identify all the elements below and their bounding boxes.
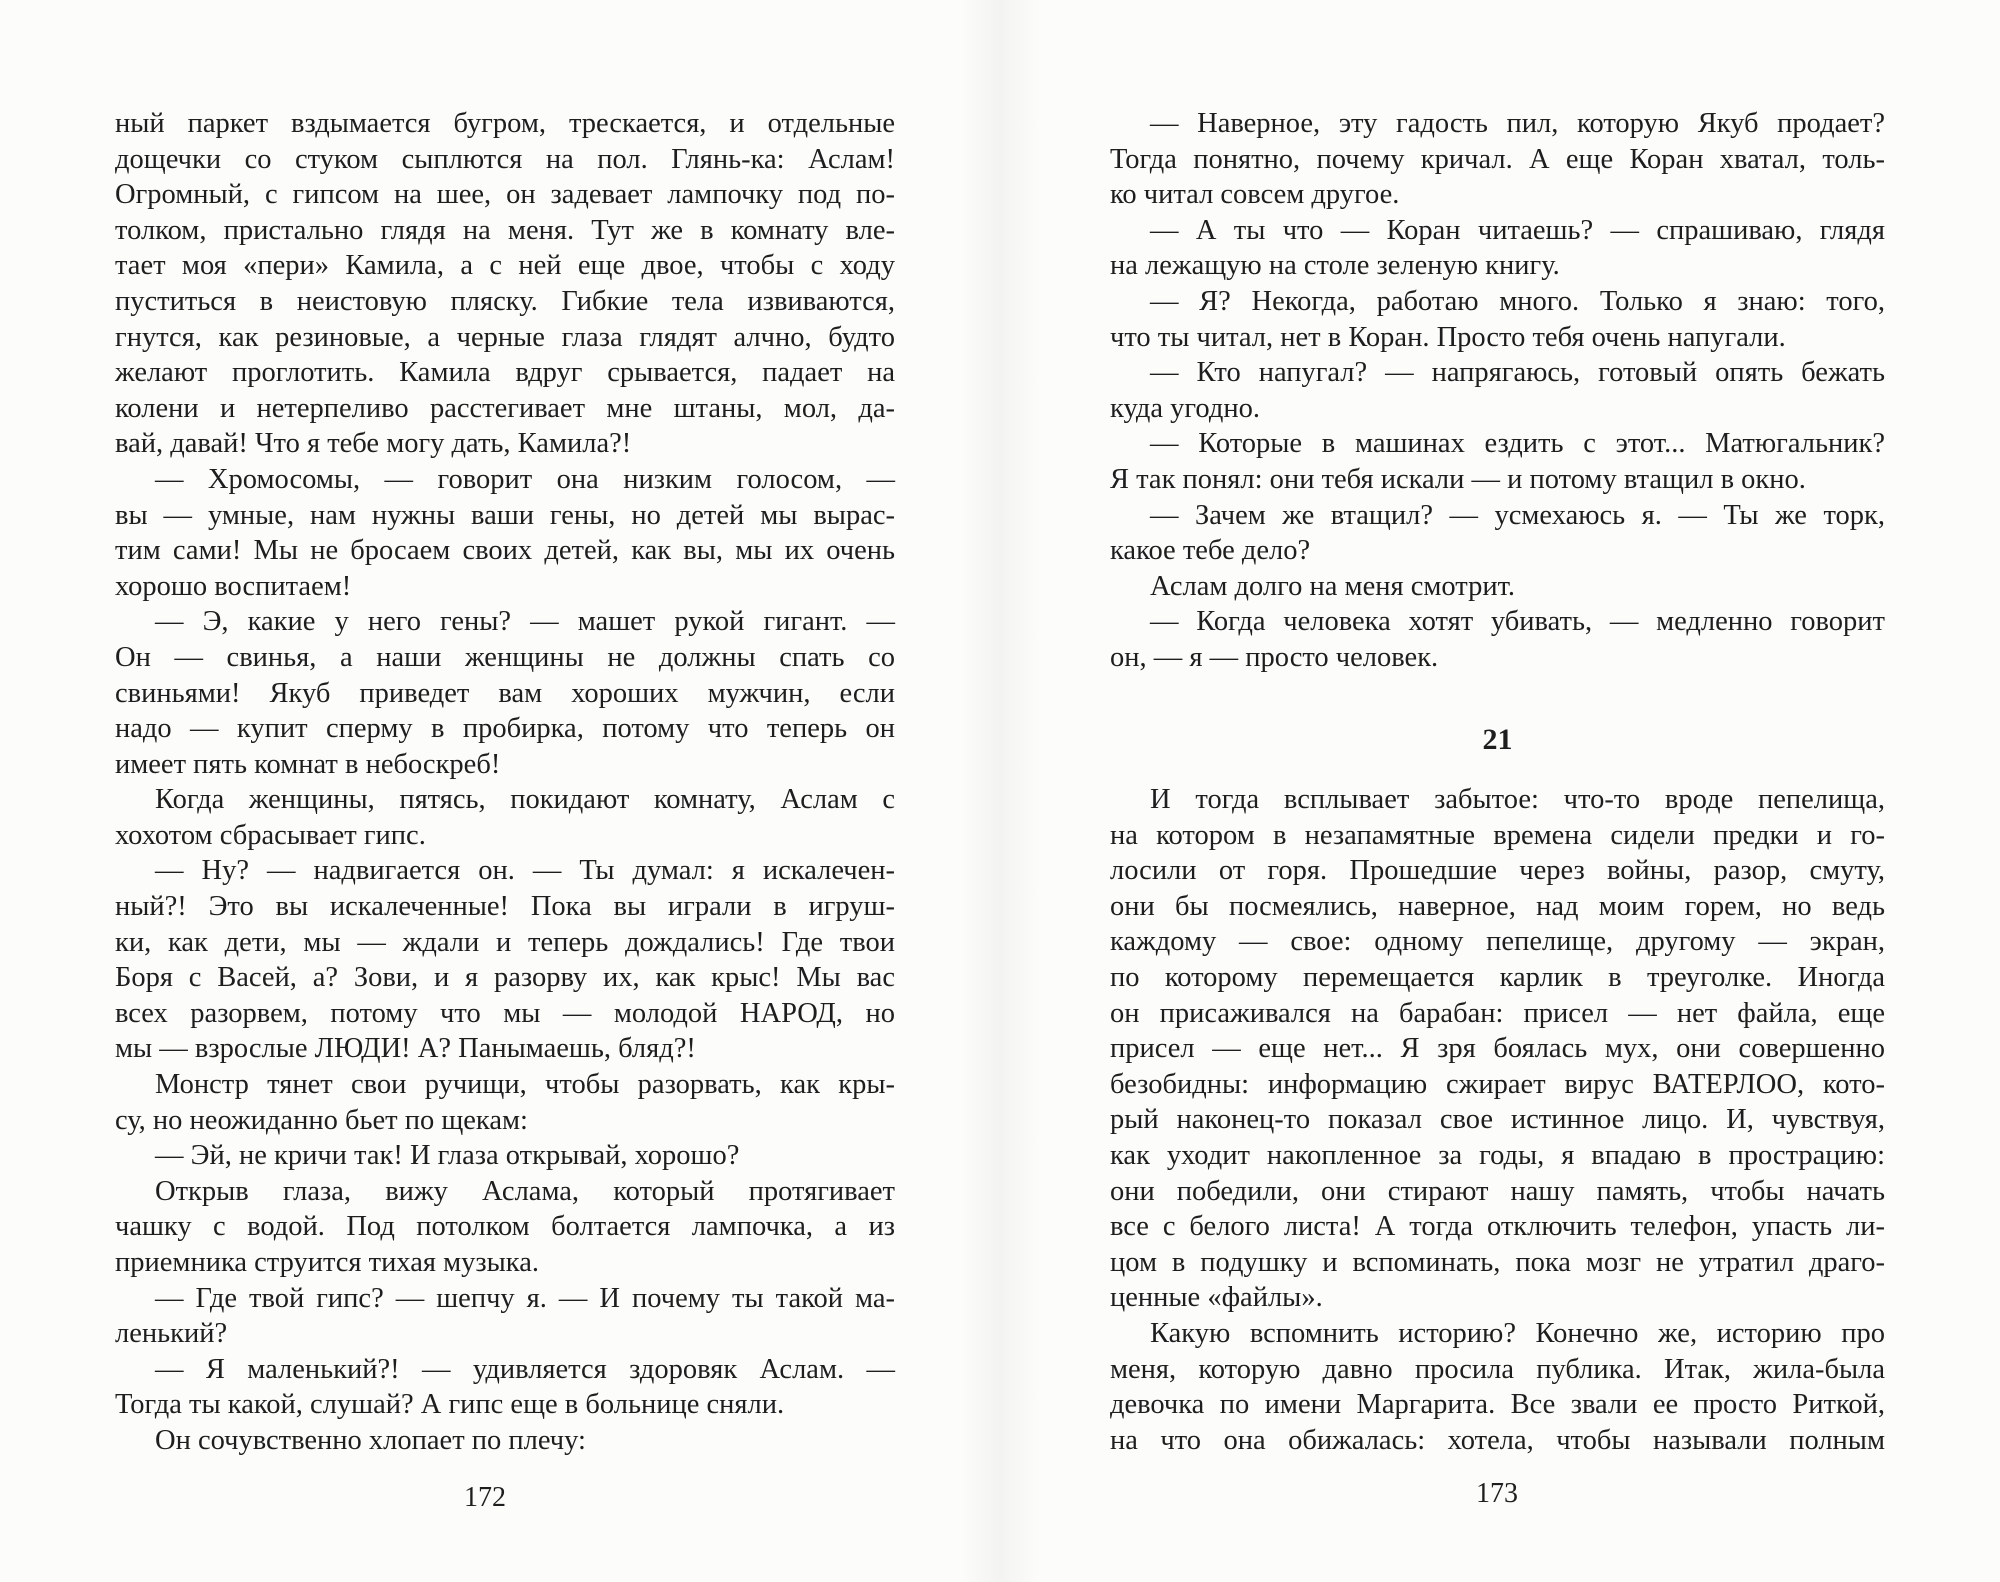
text-line: — Ну? — надвигается он. — Ты думал: я искалечен- — [155, 855, 895, 887]
text-line: Аслам долго на меня смотрит. — [1150, 570, 1516, 602]
text-line: девочка по имени Маргарита. Все звали ее просто Риткой, — [1110, 1389, 1885, 1421]
text-line: — Эй, не кричи так! И глаза открывай, хорошо? — [155, 1140, 740, 1172]
text-line: все с белого листа! А тогда отключить телефон, упасть ли- — [1110, 1211, 1885, 1243]
text-line: чашку с водой. Под потолком болтается лампочка, а из — [115, 1211, 895, 1243]
text-line: меня, которую давно просила публика. Итак, жила-была — [1110, 1353, 1885, 1385]
text-line: куда угодно. — [1110, 392, 1260, 424]
text-line: хохотом сбрасывает гипс. — [115, 819, 426, 851]
text-line: безобидны: информацию сжирает вирус ВАТЕРЛОО, кото- — [1110, 1068, 1885, 1100]
text-line: Он сочувственно хлопает по плечу: — [155, 1424, 586, 1456]
text-line: всех разорвем, потому что мы — молодой НАРОД, но — [115, 997, 895, 1029]
right-page-text-bottom — [1110, 782, 1885, 1458]
text-line: на котором в незапамятные времена сидели предки и го- — [1110, 819, 1885, 851]
left-page-text — [115, 106, 895, 1459]
text-line: они победили, они стирают нашу память, чтобы начать — [1110, 1175, 1885, 1207]
text-line: тает моя «пери» Камила, а с ней еще двое, чтобы с ходу — [115, 250, 895, 282]
text-line: — Где твой гипс? — шепчу я. — И почему ты такой ма- — [155, 1282, 895, 1314]
text-line: — Э, какие у него гены? — машет рукой гигант. — — [155, 606, 895, 638]
text-line: — Зачем же втащил? — усмехаюсь я. — Ты же торк, — [1150, 499, 1885, 531]
page-number-left: 172 — [464, 1482, 506, 1513]
text-line: — Я маленький?! — удивляется здоровяк Аслам. — — [155, 1353, 895, 1385]
text-line: пуститься в неистовую пляску. Гибкие тела извиваются, — [115, 285, 895, 317]
text-line: хорошо воспитаем! — [115, 570, 352, 602]
text-line: Огромный, с гипсом на шее, он задевает лампочку под по- — [115, 179, 895, 211]
text-line: на что она обижалась: хотела, чтобы называли полным — [1110, 1424, 1885, 1456]
text-line: они бы посмеялись, наверное, над моим горем, но ведь — [1110, 890, 1885, 922]
text-line: ки, как дети, мы — ждали и теперь дождались! Где твои — [115, 926, 895, 958]
text-line: колени и нетерпеливо расстегивает мне штаны, мол, да- — [115, 392, 895, 424]
text-line: ный паркет вздымается бугром, трескается, и отдельные — [115, 108, 895, 139]
text-line: на лежащую на столе зеленую книгу. — [1110, 250, 1560, 282]
text-line: вай, давай! Что я тебе могу дать, Камила?! — [115, 428, 632, 460]
text-line: вы — умные, нам нужны ваши гены, но детей мы вырас- — [115, 499, 895, 531]
text-line: гнутся, как резиновые, а черные глаза глядят алчно, будто — [115, 321, 895, 353]
text-line: цом в подушку и вспоминать, пока мозг не утратил драго- — [1110, 1246, 1885, 1278]
text-line: ценные «файлы». — [1110, 1282, 1323, 1314]
text-line: каждому — свое: одному пепелище, другому — экран, — [1110, 926, 1885, 958]
text-line: желают проглотить. Камила вдруг срывается, падает на — [115, 357, 895, 389]
text-line: — Наверное, эту гадость пил, которую Якуб продает? — [1150, 108, 1885, 139]
text-line: — Я? Некогда, работаю много. Только я знаю: того, — [1150, 285, 1885, 317]
text-line: имеет пять комнат в небоскреб! — [115, 748, 501, 780]
text-line: Когда женщины, пятясь, покидают комнату, Аслам с — [155, 784, 895, 816]
text-line: толком, пристально глядя на меня. Тут же в комнату вле- — [115, 214, 895, 246]
text-line: лосили от горя. Прошедшие через войны, разор, смуту, — [1110, 855, 1885, 887]
text-line: что ты читал, нет в Коран. Просто тебя очень напугали. — [1110, 321, 1786, 353]
text-line: ко читал совсем другое. — [1110, 179, 1400, 211]
text-line: Тогда ты какой, слушай? А гипс еще в больнице сняли. — [115, 1389, 785, 1421]
text-line: тим сами! Мы не бросаем своих детей, как вы, мы их очень — [115, 535, 895, 567]
text-line: мы — взрослые ЛЮДИ! А? Панымаешь, бляд?! — [115, 1033, 696, 1065]
text-line: свиньями! Якуб приведет вам хороших мужчин, если — [115, 677, 895, 709]
text-line: он присаживался на барабан: присел — нет файла, еще — [1110, 997, 1885, 1029]
text-line: рый наконец-то показал свое истинное лицо. И, чувствуя, — [1110, 1104, 1885, 1136]
text-line: — Когда человека хотят убивать, — медленно говорит — [1150, 606, 1885, 638]
text-line: су, но неожиданно бьет по щекам: — [115, 1104, 528, 1136]
text-line: И тогда всплывает забытое: что-то вроде пепелища, — [1150, 784, 1885, 815]
text-line: он, — я — просто человек. — [1110, 641, 1439, 673]
text-line: Я так понял: они тебя искали — и потому втащил в окно. — [1110, 463, 1806, 495]
text-line: — А ты что — Коран читаешь? — спрашиваю, глядя — [1150, 214, 1885, 246]
text-line: надо — купит сперму в пробирка, потому что теперь он — [115, 713, 895, 745]
text-line: Он — свинья, а наши женщины не должны спать со — [115, 641, 895, 673]
right-page-text-top — [1110, 106, 1885, 676]
text-line: Монстр тянет свои ручищи, чтобы разорвать, как кры- — [155, 1069, 895, 1101]
text-line: какое тебе дело? — [1110, 535, 1311, 567]
text-line: ленький? — [115, 1318, 228, 1350]
text-line: Какую вспомнить историю? Конечно же, историю про — [1150, 1317, 1885, 1349]
text-line: приемника струится тихая музыка. — [115, 1247, 539, 1278]
text-line: — Хромосомы, — говорит она низким голосом, — — [155, 463, 895, 495]
text-line: по которому перемещается карлик в треуголке. Иногда — [1110, 961, 1885, 993]
book-gutter — [960, 0, 1040, 1582]
chapter-heading: 21 — [1482, 723, 1513, 756]
page-number-right: 173 — [1476, 1478, 1518, 1509]
text-line: Тогда понятно, почему кричал. А еще Коран хватал, толь- — [1110, 143, 1885, 175]
text-line: — Которые в машинах ездить с этот... Матюгальник? — [1150, 428, 1885, 460]
text-line: присел — еще нет... Я зря боялась мух, они совершенно — [1110, 1033, 1885, 1065]
text-line: ный?! Это вы искалеченные! Пока вы играли в игруш- — [115, 891, 895, 923]
text-line: дощечки со стуком сыплются на пол. Глянь-ка: Аслам! — [115, 143, 895, 175]
text-line: Боря с Васей, а? Зови, и я разорву их, как крыс! Мы вас — [115, 962, 895, 994]
text-line: как уходит накопленное за годы, я впадаю в прострацию: — [1110, 1139, 1885, 1171]
text-line: Открыв глаза, вижу Аслама, который протягивает — [155, 1175, 895, 1207]
text-line: — Кто напугал? — напрягаюсь, готовый опять бежать — [1150, 357, 1885, 389]
